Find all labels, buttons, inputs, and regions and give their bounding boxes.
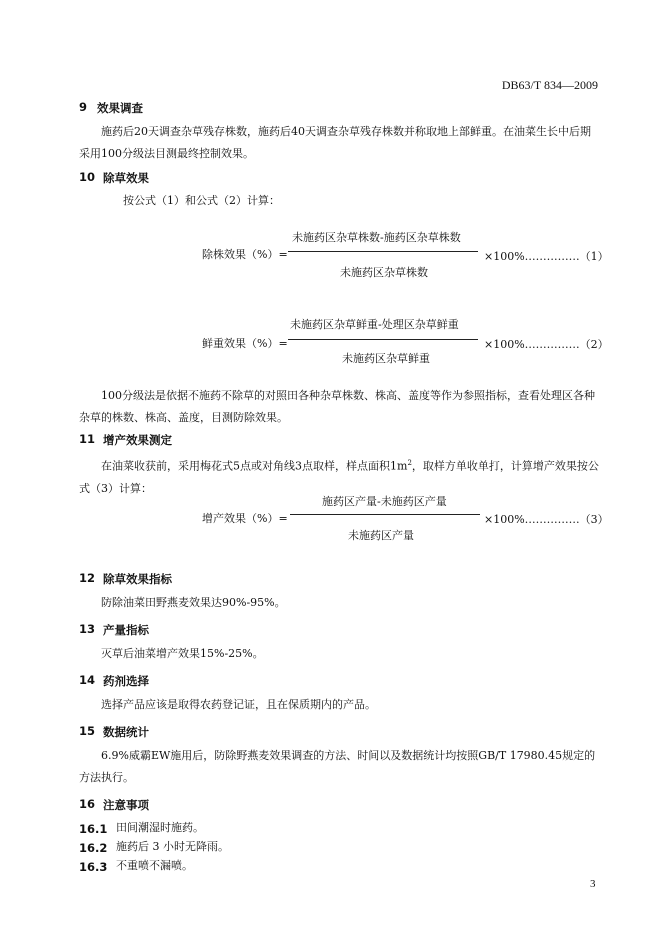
- formula-1-suffix: ×100%……………（1）: [484, 250, 609, 263]
- section-11-number: 11: [79, 432, 96, 446]
- list-item-text: 施药后 3 小时无降雨。: [116, 840, 229, 853]
- section-15-paragraph: 6.9%威霸EW施用后，防除野燕麦效果调查的方法、时间以及数据统计均按照GB/T 17980.45规定的方法执行。: [79, 749, 596, 784]
- section-9-number: 9: [79, 100, 88, 114]
- list-item-text: 田间潮湿时施药。: [116, 821, 204, 834]
- section-11-title: 增产效果测定: [103, 433, 172, 447]
- formula-3-lhs: 增产效果（%）=: [202, 512, 288, 525]
- formula-2-numerator: 未施药区杂草鲜重-处理区杂草鲜重: [290, 318, 459, 331]
- formula-1-denominator: 未施药区杂草株数: [340, 266, 428, 279]
- section-13-number: 13: [79, 622, 96, 636]
- formula-1-fraction-line: [288, 251, 478, 252]
- formula-2-lhs: 鲜重效果（%）=: [202, 337, 288, 350]
- formula-2-denominator: 未施药区杂草鲜重: [342, 352, 430, 365]
- formula-2-fraction-line: [288, 339, 478, 340]
- formula-1-lhs: 除株效果（%）=: [202, 248, 288, 261]
- section-13-title: 产量指标: [103, 623, 149, 637]
- list-item-number: 16.1: [79, 822, 108, 836]
- section-10-number: 10: [79, 170, 96, 184]
- section-14-number: 14: [79, 673, 96, 687]
- section-11-paragraph-b: ，取样方单收单打，计算增产效果按公式（3）计算：: [79, 459, 599, 495]
- section-16-number: 16: [79, 797, 96, 811]
- section-16-title: 注意事项: [103, 798, 149, 812]
- formula-3-suffix: ×100%……………（3）: [484, 513, 609, 526]
- formula-3-fraction-line: [290, 514, 480, 515]
- section-12-paragraph: 防除油菜田野燕麦效果达90%-95%。: [101, 596, 286, 609]
- section-12-title: 除草效果指标: [103, 572, 172, 586]
- section-10-intro: 按公式（1）和公式（2）计算：: [123, 194, 280, 207]
- list-item-text: 不重喷不漏喷。: [116, 859, 193, 872]
- formula-3-denominator: 未施药区产量: [348, 529, 414, 542]
- page-number: 3: [590, 878, 596, 890]
- section-15-title: 数据统计: [103, 725, 149, 739]
- section-14-paragraph: 选择产品应该是取得农药登记证，且在保质期内的产品。: [101, 698, 376, 711]
- section-12-number: 12: [79, 571, 96, 585]
- section-9-title: 效果调查: [97, 101, 143, 115]
- formula-1-numerator: 未施药区杂草株数-施药区杂草株数: [292, 231, 461, 244]
- section-15-number: 15: [79, 724, 96, 738]
- list-item-number: 16.3: [79, 860, 108, 874]
- formula-2-suffix: ×100%……………（2）: [484, 338, 609, 351]
- formula-3-numerator: 施药区产量-未施药区产量: [322, 495, 447, 508]
- list-item-number: 16.2: [79, 841, 108, 855]
- section-14-title: 药剂选择: [103, 674, 149, 688]
- section-10-paragraph: 100分级法是依据不施药不除草的对照田各种杂草株数、株高、盖度等作为参照指标，查看处理区各种杂草的株数、株高、盖度，目测防除效果。: [79, 389, 595, 424]
- doc-code: DB63/T 834—2009: [501, 78, 598, 92]
- section-11-paragraph-a: 在油菜收获前，采用梅花式5点或对角线3点取样，样点面积1m: [101, 459, 408, 473]
- section-11-paragraph-sup: 2: [407, 459, 412, 467]
- section-10-title: 除草效果: [103, 171, 149, 185]
- section-9-paragraph: 施药后20天调查杂草残存株数，施药后40天调查杂草残存株数并称取地上部鲜重。在油菜生长中后期采用100分级法目测最终控制效果。: [79, 125, 591, 160]
- section-13-paragraph: 灭草后油菜增产效果15%-25%。: [101, 647, 264, 660]
